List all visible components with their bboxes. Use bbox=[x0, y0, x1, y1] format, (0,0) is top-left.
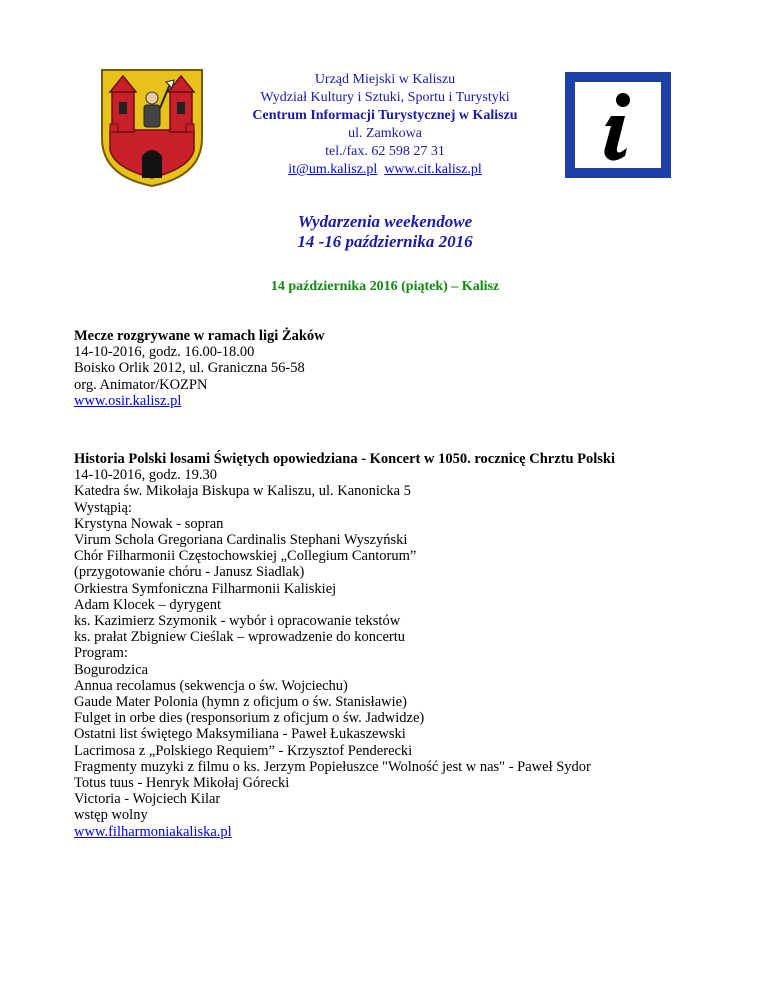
event-line: Program: bbox=[74, 645, 128, 662]
website-link[interactable]: www.cit.kalisz.pl bbox=[384, 162, 482, 177]
header-block bbox=[210, 71, 560, 179]
header-city-hall: Urząd Miejski w Kaliszu bbox=[314, 72, 456, 87]
event-line: Wystąpią: bbox=[74, 499, 132, 516]
event-line: Totus tuus - Henryk Mikołaj Górecki bbox=[74, 775, 290, 792]
event-line: (przygotowanie chóru - Janusz Siadlak) bbox=[74, 564, 305, 581]
event-line: Victoria - Wojciech Kilar bbox=[74, 791, 221, 808]
event-line: Fragmenty muzyki z filmu o ks. Jerzym Popiełuszce "Wolność jest w nas" - Paweł Sydor bbox=[74, 758, 591, 775]
event-line: Bogurodzica bbox=[74, 661, 149, 678]
event-line: wstęp wolny bbox=[74, 807, 148, 824]
header-contacts bbox=[210, 161, 560, 179]
header-department: Wydział Kultury i Sztuki, Sportu i Turystyki bbox=[260, 90, 510, 105]
header-phone: tel./fax. 62 598 27 31 bbox=[325, 144, 445, 159]
tourist-information-icon bbox=[565, 72, 671, 178]
event-line: ks. Kazimierz Szymonik - wybór i opracowanie tekstów bbox=[74, 613, 401, 630]
event-line: 14-10-2016, godz. 19.30 bbox=[74, 467, 217, 484]
event-line: Katedra św. Mikołaja Biskupa w Kaliszu, ul. Kanonicka 5 bbox=[74, 483, 411, 500]
email-link[interactable]: it@um.kalisz.pl bbox=[288, 162, 378, 177]
event-line: Adam Klocek – dyrygent bbox=[74, 596, 221, 613]
event-line: Krystyna Nowak - sopran bbox=[74, 515, 224, 532]
event-line: Boisko Orlik 2012, ul. Graniczna 56-58 bbox=[74, 360, 305, 377]
page-title bbox=[210, 212, 560, 252]
event-title: Historia Polski losami Świętych opowiedziana - Koncert w 1050. rocznicę Chrztu Polski bbox=[74, 451, 616, 467]
event-line: Chór Filharmonii Częstochowskiej „Collegium Cantorum” bbox=[74, 548, 417, 565]
header-tourist-center: Centrum Informacji Turystycznej w Kaliszu bbox=[252, 108, 518, 123]
header-street: ul. Zamkowa bbox=[348, 126, 422, 141]
event-line: Gaude Mater Polonia (hymn z oficjum o św. Stanisławie) bbox=[74, 694, 407, 711]
kalisz-coat-of-arms-icon bbox=[100, 68, 204, 188]
event-line: Ostatni list świętego Maksymiliana - Paweł Łukaszewski bbox=[74, 726, 406, 743]
event-title: Mecze rozgrywane w ramach ligi Żaków bbox=[74, 328, 325, 344]
event-line: 14-10-2016, godz. 16.00-18.00 bbox=[74, 344, 255, 361]
event-concert bbox=[74, 451, 714, 840]
event-line: Orkiestra Symfoniczna Filharmonii Kaliskiej bbox=[74, 580, 337, 597]
event-zakow-league bbox=[74, 328, 714, 409]
date-heading: 14 października 2016 (piątek) – Kalisz bbox=[270, 279, 500, 294]
event-link[interactable]: www.filharmoniakaliska.pl bbox=[74, 823, 232, 840]
event-link[interactable]: www.osir.kalisz.pl bbox=[74, 392, 182, 409]
event-line: Virum Schola Gregoriana Cardinalis Stephani Wyszyński bbox=[74, 532, 408, 549]
event-line: Fulget in orbe dies (responsorium z oficjum o św. Jadwidze) bbox=[74, 710, 425, 727]
title-line-1: Wydarzenia weekendowe bbox=[297, 212, 473, 231]
event-line: Lacrimosa z „Polskiego Requiem” - Krzysztof Penderecki bbox=[74, 742, 413, 759]
title-line-2: 14 -16 października 2016 bbox=[297, 232, 473, 251]
event-line: org. Animator/KOZPN bbox=[74, 376, 208, 393]
event-line: ks. prałat Zbigniew Cieślak – wprowadzenie do koncertu bbox=[74, 629, 405, 646]
event-line: Annua recolamus (sekwencja o św. Wojciechu) bbox=[74, 677, 348, 694]
